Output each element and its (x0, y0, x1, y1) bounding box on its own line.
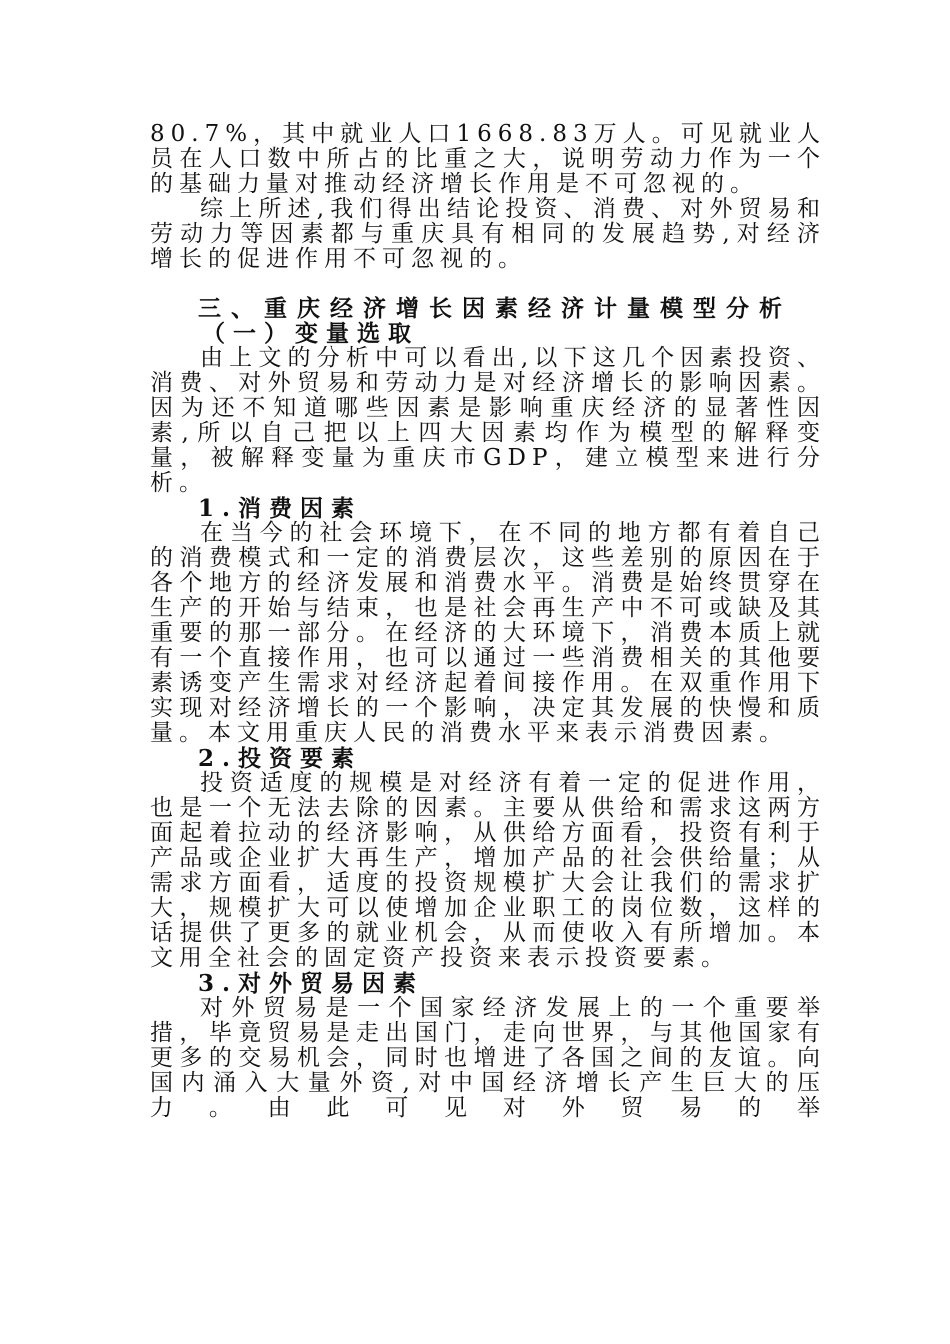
section-title: 三、重庆经济增长因素经济计量模型分析 (198, 295, 792, 322)
paragraph-summary: 综上所述,我们得出结论投资、消费、对外贸易和劳动力等因素都与重庆具有相同的发展趋势,对经济增长的促进作用不可忽视的。 (150, 196, 826, 272)
document-page (150, 122, 826, 1121)
paragraph-investment: 投资适度的规模是对经济有着一定的促进作用，也是一个无法去除的因素。主要从供给和需求这两方面起着拉动的经济影响，从供给方面看，投资有利于产品或企业扩大再生产，增加产品的社会供给量；从需求方面看，适度的投资规模扩大会让我们的需求扩大，规模扩大可以使增加企业职工的岗位数，这样的话提供了更多的就业机会，从而使收入有所增加。本文用全社会的固定资产投资来表示投资要素。 (150, 770, 826, 971)
paragraph-labor-conclusion: 80.7%，其中就业人口1668.83万人。可见就业人员在人口数中所占的比重之大，说明劳动力作为一个的基础力量对推动经济增长作用是不可忽视的。 (150, 121, 826, 197)
item-title-foreign-trade: 3.对外贸易因素 (198, 970, 425, 997)
paragraph-variable-selection: 由上文的分析中可以看出,以下这几个因素投资、消费、对外贸易和劳动力是对经济增长的影响因素。因为还不知道哪些因素是影响重庆经济的显著性因素,所以自己把以上四大因素均作为模型的解释变量，被解释变量为重庆市GDP，建立模型来进行分析。 (150, 345, 826, 496)
item-title-consumption: 1.消费因素 (198, 495, 363, 522)
subsection-title: （一）变量选取 (202, 320, 419, 347)
paragraph-foreign-trade: 对外贸易是一个国家经济发展上的一个重要举措，毕竟贸易是走出国门，走向世界，与其他国家有更多的交易机会，同时也增进了各国之间的友谊。向国内涌入大量外资,对中国经济增长产生巨大的压力。由此可见对外贸易的举 (150, 995, 826, 1121)
paragraph-consumption: 在当今的社会环境下，在不同的地方都有着自己的消费模式和一定的消费层次，这些差别的原因在于各个地方的经济发展和消费水平。消费是始终贯穿在生产的开始与结束，也是社会再生产中不可或缺及其重要的那一部分。在经济的大环境下，消费本质上就有一个直接作用，也可以通过一些消费相关的其他要素诱变产生需求对经济起着间接作用。在双重作用下实现对经济增长的一个影响，决定其发展的快慢和质量。本文用重庆人民的消费水平来表示消费因素。 (150, 520, 826, 746)
item-title-investment: 2.投资要素 (198, 745, 363, 772)
